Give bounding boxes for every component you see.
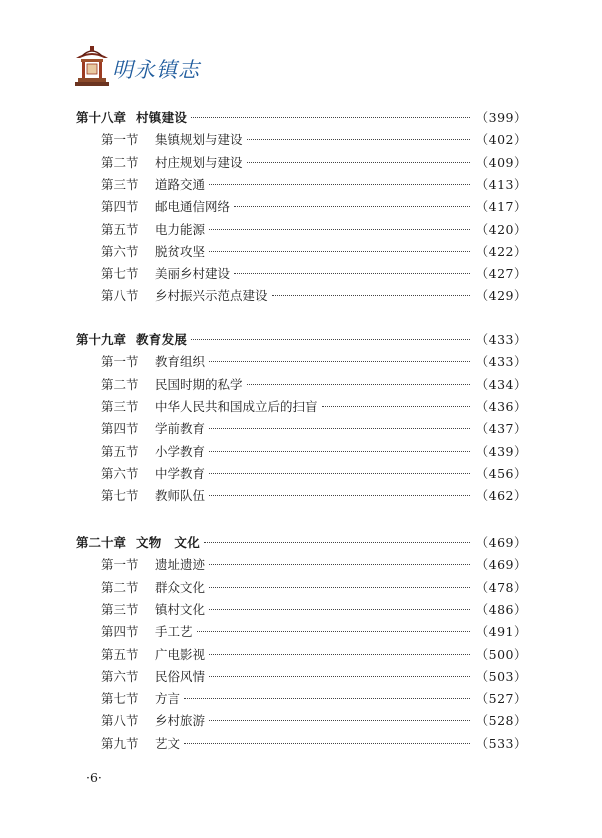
section-entry-page: （413） [475,176,527,192]
section-entry-title: 电力能源 [155,221,206,237]
section-entry-title: 手工艺 [155,624,193,640]
section-entry-title: 小学教育 [155,443,206,459]
section-entry-number: 第二节 [101,579,139,595]
section-entry-title: 方言 [155,691,181,707]
section-entry-page: （436） [475,398,527,414]
section-entry-page: （427） [475,266,527,282]
dot-leader [184,698,470,699]
section-entry[interactable] [101,131,527,149]
section-entry[interactable] [101,690,527,708]
section-entry-number: 第六节 [101,465,139,481]
section-entry[interactable] [101,376,527,394]
section-entry-page: （433） [475,354,527,370]
section-entry-number: 第一节 [101,354,139,370]
section-entry[interactable] [101,623,527,641]
section-entry-page: （402） [475,132,527,148]
section-entry[interactable] [101,198,527,216]
section-entry-title: 学前教育 [155,421,206,437]
section-entry-page: （478） [475,579,527,595]
section-entry-page: （533） [475,735,527,751]
section-entry-title: 村庄规划与建设 [155,154,243,170]
section-entry-title: 广电影视 [155,646,206,662]
section-entry[interactable] [101,287,527,305]
dot-leader [234,273,470,274]
section-entry[interactable] [101,420,527,438]
section-entry-title: 道路交通 [155,176,206,192]
chapter-entry-title: 文物 文化 [136,535,201,550]
section-entry-number: 第六节 [101,243,139,259]
section-entry[interactable] [101,265,527,283]
section-entry-page: （491） [475,624,527,640]
section-entry-number: 第二节 [101,154,139,170]
section-entry-number: 第四节 [101,421,139,437]
logo-text: 明永镇志 [112,58,200,82]
section-entry-number: 第一节 [101,132,139,148]
section-entry-title: 镇村文化 [155,601,206,617]
dot-leader [209,473,470,474]
dot-leader [209,251,470,252]
section-entry[interactable] [101,735,527,753]
section-entry-title: 中学教育 [155,465,206,481]
section-entry-title: 脱贫攻坚 [155,243,206,259]
section-entry-page: （420） [475,221,527,237]
section-entry-number: 第二节 [101,376,139,392]
section-entry-page: （417） [475,199,527,215]
section-entry-title: 邮电通信网络 [155,199,231,215]
chapter-entry-title: 教育发展 [136,332,188,347]
section-entry-number: 第七节 [101,488,139,504]
dot-leader [209,654,470,655]
section-entry[interactable] [101,601,527,619]
section-entry-number: 第四节 [101,624,139,640]
dot-leader [191,339,469,340]
section-entry-title: 中华人民共和国成立后的扫盲 [155,398,318,414]
section-entry-title: 艺文 [155,735,181,751]
section-entry[interactable] [101,668,527,686]
section-entry-number: 第五节 [101,443,139,459]
section-entry-page: （503） [475,668,527,684]
section-entry-title: 乡村振兴示范点建设 [155,288,268,304]
section-entry-title: 遗址遗迹 [155,557,206,573]
dot-leader [191,117,469,118]
dot-leader [209,229,470,230]
section-entry-number: 第一节 [101,557,139,573]
section-entry-page: （527） [475,691,527,707]
section-entry-number: 第五节 [101,646,139,662]
dot-leader [234,206,470,207]
header-logo [74,44,200,90]
section-entry-page: （434） [475,376,527,392]
dot-leader [247,139,470,140]
section-entry-number: 第八节 [101,713,139,729]
dot-leader [247,384,470,385]
dot-leader [209,609,470,610]
dot-leader [209,428,470,429]
section-entry-title: 教师队伍 [155,488,206,504]
section-entry-title: 乡村旅游 [155,713,206,729]
section-entry-page: （500） [475,646,527,662]
dot-leader [209,587,470,588]
section-entry[interactable] [101,465,527,483]
dot-leader [204,542,470,543]
chapter-entry[interactable] [76,331,527,349]
dot-leader [197,631,470,632]
dot-leader [209,361,470,362]
section-entry-title: 民国时期的私学 [155,376,243,392]
dot-leader [209,184,470,185]
section-entry[interactable] [101,353,527,371]
section-entry-page: （469） [475,557,527,573]
chapter-entry[interactable] [76,109,527,127]
section-entry-number: 第八节 [101,288,139,304]
section-entry[interactable] [101,176,527,194]
pavilion-icon [74,44,110,88]
dot-leader [272,295,470,296]
section-entry-page: （437） [475,421,527,437]
chapter-entry-number: 第二十章 [76,535,127,550]
dot-leader [209,564,470,565]
chapter-entry-page: （399） [475,110,527,125]
section-entry[interactable] [101,154,527,172]
section-entry-title: 群众文化 [155,579,206,595]
dot-leader [209,495,470,496]
section-entry[interactable] [101,487,527,505]
chapter-entry-page: （433） [475,332,527,347]
dot-leader [247,162,470,163]
section-entry-number: 第九节 [101,735,139,751]
section-entry-number: 第六节 [101,668,139,684]
chapter-entry-title: 村镇建设 [136,110,188,125]
section-entry-number: 第三节 [101,398,139,414]
section-entry-title: 民俗风情 [155,668,206,684]
dot-leader [209,720,470,721]
dot-leader [209,451,470,452]
section-entry[interactable] [101,646,527,664]
section-entry[interactable] [101,221,527,239]
chapter-entry[interactable] [76,534,527,552]
section-entry-number: 第七节 [101,266,139,282]
section-entry-number: 第四节 [101,199,139,215]
section-entry-page: （429） [475,288,527,304]
section-entry-page: （409） [475,154,527,170]
section-entry-title: 教育组织 [155,354,206,370]
chapter-entry-number: 第十九章 [76,332,127,347]
chapter-entry-page: （469） [475,535,527,550]
section-entry[interactable] [101,579,527,597]
section-entry[interactable] [101,556,527,574]
section-entry[interactable] [101,443,527,461]
section-entry-page: （456） [475,465,527,481]
section-entry-page: （422） [475,243,527,259]
page-number: ·6· [86,770,102,785]
section-entry-page: （439） [475,443,527,459]
dot-leader [322,406,470,407]
section-entry[interactable] [101,243,527,261]
section-entry-number: 第三节 [101,176,139,192]
section-entry-number: 第七节 [101,691,139,707]
section-entry-page: （462） [475,488,527,504]
section-entry-page: （486） [475,601,527,617]
section-entry-title: 集镇规划与建设 [155,132,243,148]
section-entry[interactable] [101,398,527,416]
section-entry[interactable] [101,712,527,730]
chapter-entry-number: 第十八章 [76,110,127,125]
section-entry-number: 第五节 [101,221,139,237]
section-entry-title: 美丽乡村建设 [155,266,231,282]
section-entry-page: （528） [475,713,527,729]
dot-leader [209,676,470,677]
dot-leader [184,743,470,744]
section-entry-number: 第三节 [101,601,139,617]
